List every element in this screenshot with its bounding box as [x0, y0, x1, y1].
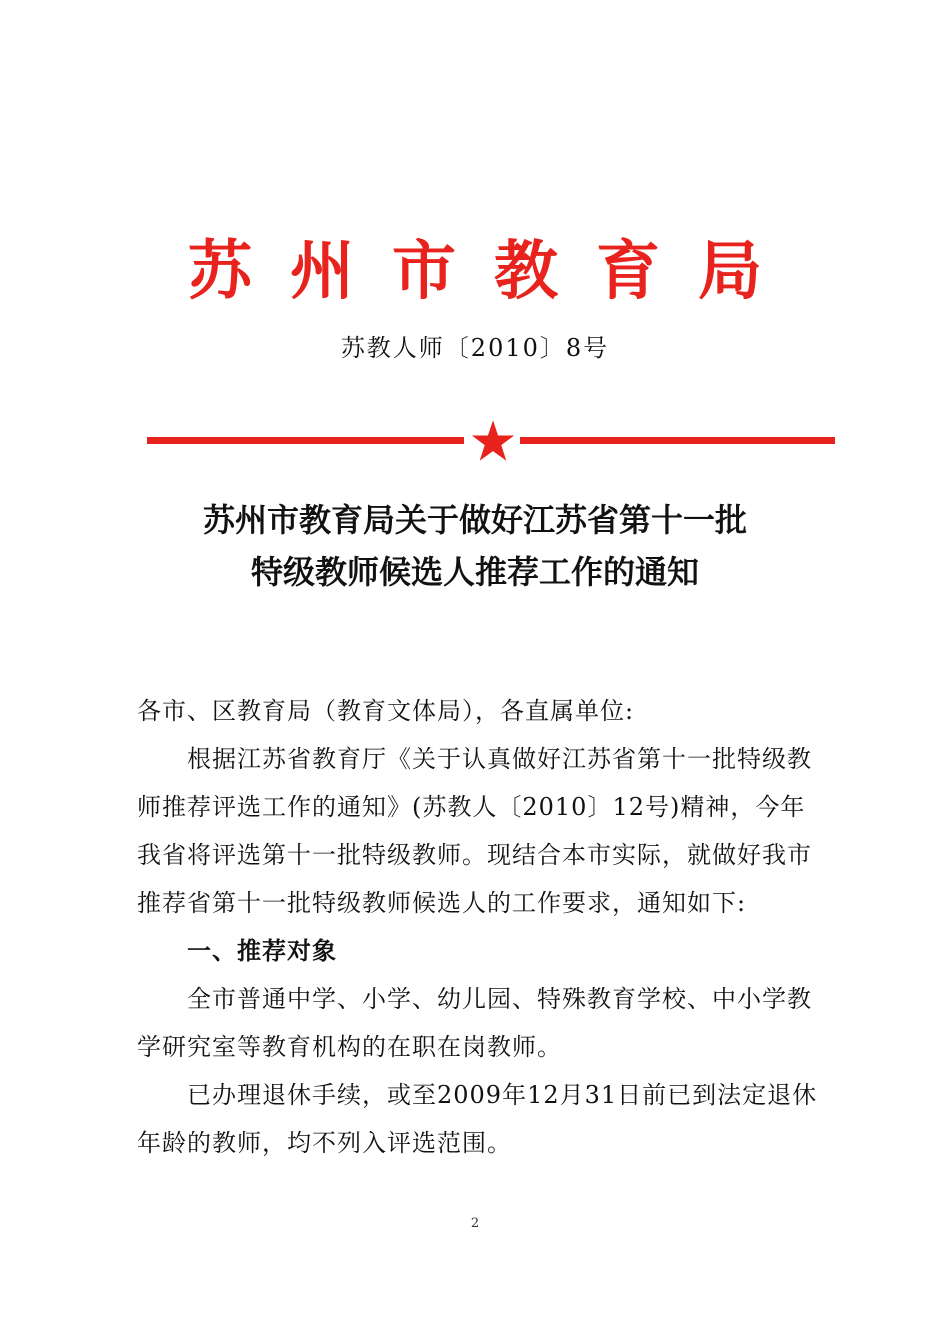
- paragraph-3: 已办理退休手续，或至2009年12月31日前已到法定退休年龄的教师，均不列入评选范围。: [137, 1081, 818, 1157]
- document-title: [0, 494, 950, 598]
- page-number: 2: [470, 1216, 480, 1231]
- issuer-heading: 苏州市教育局: [188, 234, 800, 309]
- red-divider-left: [147, 437, 464, 444]
- title-line-1: 苏州市教育局关于做好江苏省第十一批: [202, 501, 747, 539]
- star-icon: [470, 418, 516, 464]
- salutation: 各市、区教育局（教育文体局），各直属单位:: [137, 697, 635, 725]
- red-divider-right: [520, 437, 835, 444]
- paragraph-1: 根据江苏省教育厅《关于认真做好江苏省第十一批特级教师推荐评选工作的通知》(苏教人〔2010〕12号)精神，今年我省将评选第十一批特级教师。现结合本市实际，就做好我市推荐省第十一批特级教师候选人的工作要求，通知如下:: [137, 745, 812, 917]
- paragraph-2: 全市普通中学、小学、幼儿园、特殊教育学校、中小学教学研究室等教育机构的在职在岗教师。: [137, 985, 812, 1061]
- document-number: 苏教人师〔2010〕8号: [340, 334, 610, 362]
- section-heading-1: 一、推荐对象: [187, 937, 337, 965]
- title-line-2: 特级教师候选人推荐工作的通知: [250, 553, 699, 591]
